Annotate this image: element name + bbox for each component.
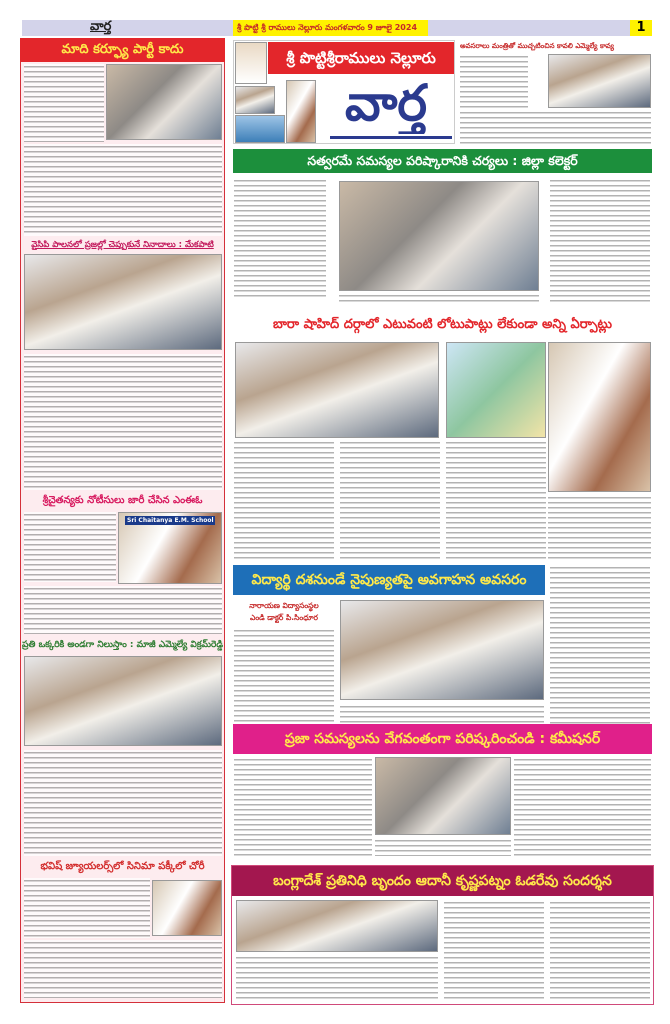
photo-temple-tower [286, 80, 316, 143]
article-text [24, 512, 116, 582]
article-text [24, 586, 222, 634]
article-text [234, 440, 334, 560]
article-text [24, 878, 150, 938]
article-text [339, 293, 539, 303]
masthead-underline [330, 136, 452, 139]
article-text [24, 354, 222, 490]
article-text [446, 440, 546, 560]
left-headline-2: వైసిపి పాలనలో ప్రజల్లో చెప్పుకునే నినాదాలు : మేకపాటి [31, 240, 214, 250]
article-text [234, 178, 326, 298]
article-text [24, 64, 104, 142]
article-text [24, 750, 222, 856]
header-paper-name: వార్త [90, 19, 112, 34]
school-sign: Sri Chaitanya E.M. School [127, 517, 214, 524]
photo-delegation [236, 900, 438, 952]
left-headline-5: భవిష్ జ్యూయలర్స్‌లో సినిమా పక్కీలో చోరీ [40, 861, 205, 872]
photo-officials-inspection [548, 342, 651, 492]
masthead-logo: వార్త [344, 74, 428, 132]
left-headline-1: మాది కర్ఫ్యూ పార్టీ కాదు [20, 38, 225, 62]
photo-jewellery-theft [152, 880, 222, 936]
left-headline-3: శ్రీచైతన్యకు నోటీసులు జారీ చేసిన ఎంఈఓ [42, 495, 203, 506]
photo-dargah-meeting [235, 342, 439, 438]
banner-commissioner: ప్రజా సమస్యలను వేగవంతంగా పరిష్కరించండి : కమీషనర్ [233, 724, 652, 754]
article-text [24, 144, 222, 236]
photo-bridge [235, 86, 275, 114]
photo-coast [235, 115, 285, 143]
banner-collector: సత్వరమే సమస్యల పరిష్కారానికి చర్యలు : జిల్లా కలెక్టర్ [233, 149, 652, 173]
article-text [548, 495, 651, 560]
side-headline: అవసరాలు మంత్రితో ముచ్చటించిన కావలి ఎమ్మెల్యే కావ్య [460, 42, 614, 50]
subheadline-narayana: నారాయణ విద్యాసంస్థల [249, 601, 319, 610]
article-text [340, 440, 440, 560]
article-text [444, 900, 544, 1001]
article-text [550, 900, 650, 1001]
photo-collector-grievance [339, 181, 539, 291]
photo-statue-gathering [24, 656, 222, 746]
left-headline-4: ప్రతి ఒక్కరికి అండగా నిలుస్తాం : మాజీ ఎమ్మెల్యే విక్రమ్‌రెడ్డి [22, 640, 223, 650]
article-text [375, 838, 511, 856]
edition-line: శ్రీ పొట్టి శ్రీ రాములు నెల్లూరు మంగళవారం 9 జూలై 2024 [233, 20, 428, 36]
founder-portrait [235, 42, 267, 84]
article-text [234, 757, 372, 857]
photo-mla-meeting [548, 54, 651, 108]
article-text [460, 110, 651, 144]
article-text [236, 955, 438, 1001]
photo-group-meeting [24, 254, 222, 350]
article-text [550, 565, 650, 748]
article-text [514, 757, 651, 857]
photo-leader-speaking [106, 64, 222, 140]
page-number: 1 [630, 20, 652, 36]
article-text [460, 54, 528, 108]
banner-bangladesh: బంగ్లాదేశ్ ప్రతినిధి బృందం ఆదానీ కృష్ణపట్నం ఓడరేవు సందర్శన [232, 866, 653, 896]
headline-dargah: బారా షాహిద్ దర్గాలో ఎటువంటి లోటుపాట్లు లేకుండా అన్ని ఏర్పాట్లు [272, 317, 613, 332]
photo-dargah-map [446, 342, 546, 438]
photo-commissioner-meeting [375, 757, 511, 835]
banner-skills: విద్యార్థి దశనుండే నైపుణ్యతపై అవగాహన అవసరం [233, 565, 545, 595]
masthead-city: శ్రీ పొట్టిశ్రీరాములు నెల్లూరు [268, 42, 454, 74]
article-text [550, 178, 650, 302]
photo-narayana-event [340, 600, 544, 700]
article-text [24, 940, 222, 998]
subheadline-md: ఎండి డాక్టర్ పి.సింధూర [250, 613, 318, 622]
